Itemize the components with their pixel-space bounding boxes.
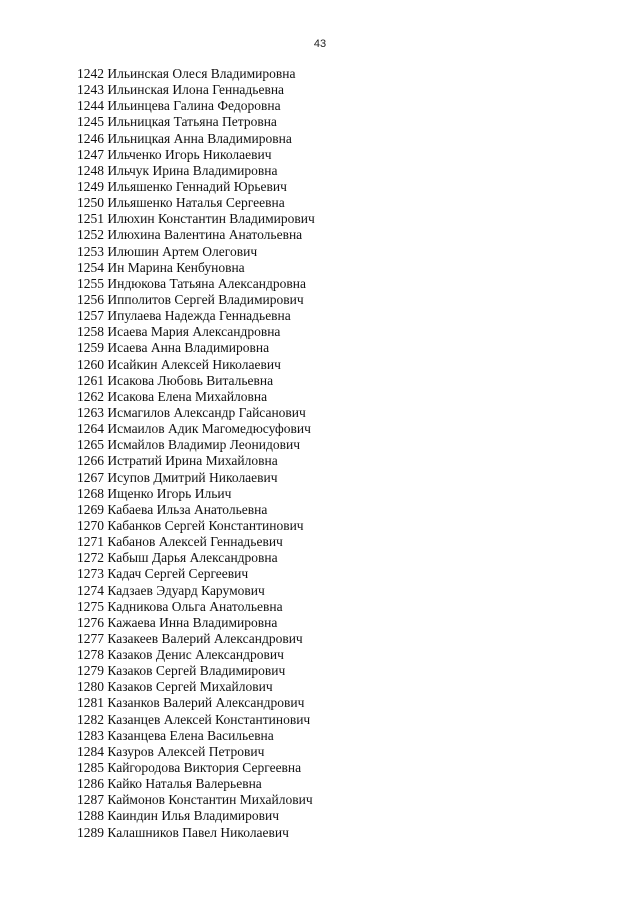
list-item: 1255 Индюкова Татьяна Александровна xyxy=(77,275,306,291)
list-item: 1253 Илюшин Артем Олегович xyxy=(77,243,258,259)
list-item: 1246 Ильницкая Анна Владимировна xyxy=(77,130,292,146)
list-item: 1268 Ищенко Игорь Ильич xyxy=(77,485,232,501)
list-item: 1264 Исмаилов Адик Магомедюсуфович xyxy=(77,421,311,437)
list-item: 1258 Исаева Мария Александровна xyxy=(77,324,281,340)
list-item: 1287 Каймонов Константин Михайлович xyxy=(77,792,313,808)
list-item: 1262 Исакова Елена Михайловна xyxy=(77,388,268,404)
list-item: 1276 Кажаева Инна Владимировна xyxy=(77,614,278,630)
list-item: 1247 Ильченко Игорь Николаевич xyxy=(77,146,272,162)
list-item: 1266 Истратий Ирина Михайловна xyxy=(77,453,278,469)
list-item: 1249 Ильяшенко Геннадий Юрьевич xyxy=(77,178,287,194)
page-number: 43 xyxy=(313,38,327,50)
list-item: 1242 Ильинская Олеся Владимировна xyxy=(77,66,296,81)
list-item: 1269 Кабаева Ильза Анатольевна xyxy=(77,501,268,517)
list-item: 1245 Ильницкая Татьяна Петровна xyxy=(77,114,277,130)
list-item: 1257 Ипулаева Надежда Геннадьевна xyxy=(77,308,291,324)
list-item: 1267 Исупов Дмитрий Николаевич xyxy=(77,469,278,485)
list-item: 1252 Илюхина Валентина Анатольевна xyxy=(77,227,303,243)
list-item: 1281 Казанков Валерий Александрович xyxy=(77,695,305,711)
list-item: 1286 Кайко Наталья Валерьевна xyxy=(77,776,262,792)
list-item: 1272 Кабыш Дарья Александровна xyxy=(77,550,278,566)
list-item: 1289 Калашников Павел Николаевич xyxy=(77,824,289,840)
list-item: 1270 Кабанков Сергей Константинович xyxy=(77,517,304,533)
list-item: 1274 Кадзаев Эдуард Карумович xyxy=(77,582,265,598)
list-item: 1261 Исакова Любовь Витальевна xyxy=(77,372,274,388)
list-item: 1288 Каиндин Илья Владимирович xyxy=(77,808,280,824)
list-item: 1279 Казаков Сергей Владимирович xyxy=(77,663,286,679)
list-item: 1284 Казуров Алексей Петрович xyxy=(77,743,265,759)
list-item: 1275 Кадникова Ольга Анатольевна xyxy=(77,598,283,614)
list-item: 1259 Исаева Анна Владимировна xyxy=(77,340,270,356)
list-item: 1277 Казакеев Валерий Александрович xyxy=(77,630,303,646)
list-item: 1283 Казанцева Елена Васильевна xyxy=(77,727,274,743)
list-item: 1254 Ин Марина Кенбуновна xyxy=(77,259,245,275)
list-item: 1273 Кадач Сергей Сергеевич xyxy=(77,566,249,582)
list-item: 1285 Кайгородова Виктория Сергеевна xyxy=(77,760,302,776)
list-item: 1244 Ильинцева Галина Федоровна xyxy=(77,98,281,114)
list-item: 1256 Ипполитов Сергей Владимирович xyxy=(77,291,304,307)
list-item: 1260 Исайкин Алексей Николаевич xyxy=(77,356,281,372)
list-item: 1243 Ильинская Илона Геннадьевна xyxy=(77,82,285,98)
list-item: 1263 Исмагилов Александр Гайсанович xyxy=(77,404,306,420)
list-item: 1250 Ильяшенко Наталья Сергеевна xyxy=(77,195,285,211)
list-item: 1280 Казаков Сергей Михайлович xyxy=(77,679,273,695)
list-item: 1248 Ильчук Ирина Владимировна xyxy=(77,162,278,178)
list-item: 1251 Илюхин Константин Владимирович xyxy=(77,211,315,227)
list-item: 1265 Исмайлов Владимир Леонидович xyxy=(77,437,301,453)
list-item: 1282 Казанцев Алексей Константинович xyxy=(77,711,311,727)
list-item: 1271 Кабанов Алексей Геннадьевич xyxy=(77,534,283,550)
list-item: 1278 Казаков Денис Александрович xyxy=(77,647,284,663)
name-list xyxy=(77,66,597,841)
